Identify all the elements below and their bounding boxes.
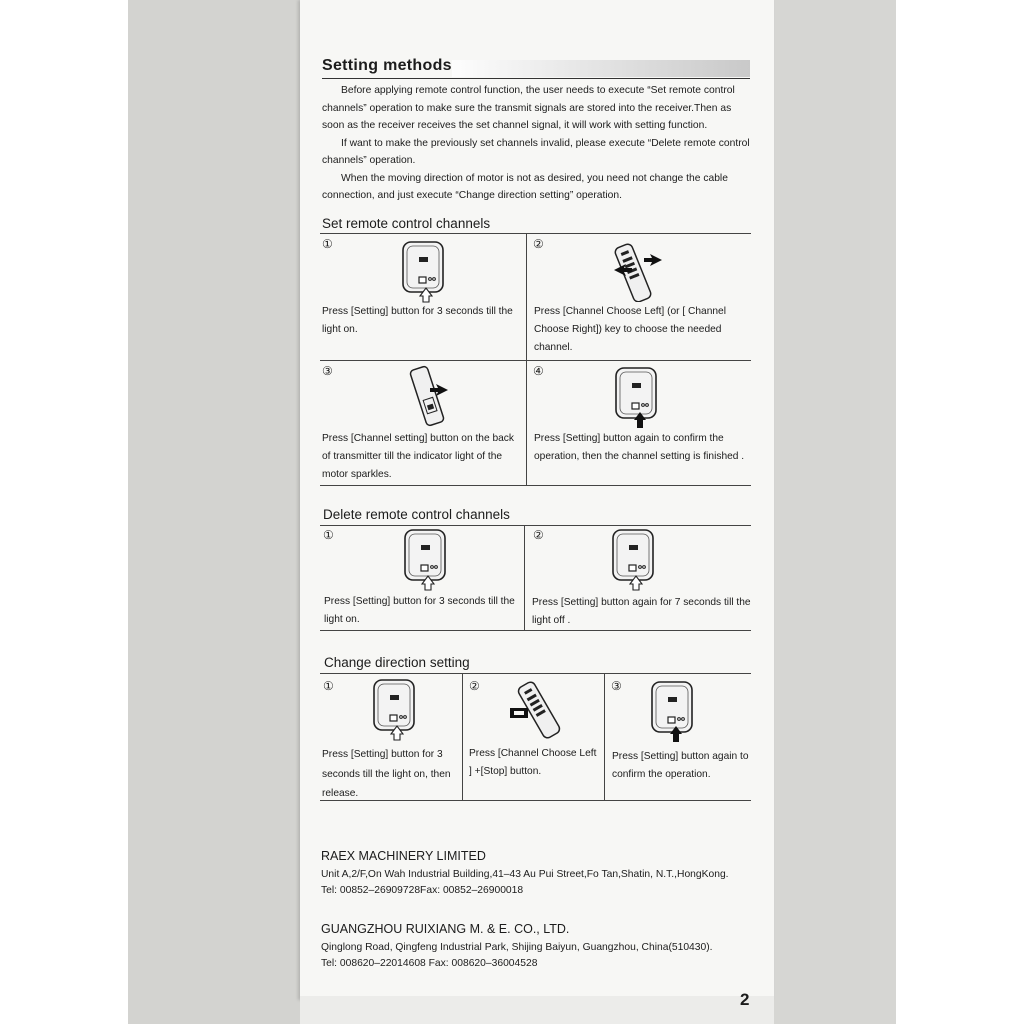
delete-step1-text: Press [Setting] button for 3 seconds till the light on. — [324, 596, 515, 625]
intro-text — [322, 82, 754, 205]
receiver-press-icon-direction — [372, 678, 422, 744]
set-step2-number: ② — [533, 237, 544, 251]
receiver-hold-icon — [611, 528, 661, 594]
set-step3-text: Press [Channel setting] button on the back of transmitter till the indicator light of the motor sparkles. — [322, 433, 514, 480]
background-right — [896, 0, 1024, 1024]
direction-table-top-line — [320, 673, 751, 674]
direction-step3-number: ③ — [611, 679, 622, 693]
set-step4-number: ④ — [533, 364, 544, 378]
set-step1-text: Press [Setting] button for 3 seconds till the light on. — [322, 306, 513, 335]
company-guangzhou-name: GUANGZHOU RUIXIANG M. & E. CO., LTD. — [321, 922, 570, 936]
title-bar — [322, 57, 750, 79]
set-step4-text: Press [Setting] button again to confirm the operation, then the channel setting is finished . — [534, 433, 745, 462]
direction-step1-text: Press [Setting] button for 3 seconds till the light on, then release. — [322, 749, 451, 799]
set-table-top-line — [320, 233, 751, 234]
direction-step2-number: ② — [469, 679, 480, 693]
company-guangzhou-contact: Tel: 008620–22014608 Fax: 008620–36004528 — [321, 958, 538, 969]
background-left — [0, 0, 128, 1024]
direction-table-divider-2 — [604, 673, 605, 800]
delete-step2-text: Press [Setting] button again for 7 seconds till the light off . — [532, 597, 751, 626]
direction-step1-number: ① — [323, 679, 334, 693]
company-guangzhou-address: Qinglong Road, Qingfeng Industrial Park, Shijing Baiyun, Guangzhou, China(510430). — [321, 942, 713, 953]
receiver-confirm-icon — [614, 366, 664, 432]
intro-paragraph-1: Before applying remote control function, the user needs to execute “Set remote control channels” operation to make sure the transmit signals are stored into the receiver.Then as soon as the receiver receives the set channel signal, it will work with setting function. — [322, 85, 735, 131]
set-section-title: Set remote control channels — [322, 216, 491, 231]
delete-step2-number: ② — [533, 528, 544, 542]
remote-left-stop-icon — [508, 678, 572, 742]
direction-step3-text: Press [Setting] button again to confirm the operation. — [612, 751, 749, 780]
page-number: 2 — [740, 990, 750, 1009]
intro-paragraph-3: When the moving direction of motor is not as desired, you need not change the cable connection, and just execute “Change direction setting” operation. — [322, 172, 728, 201]
receiver-press-icon-delete — [403, 528, 453, 594]
page-bottom-edge — [300, 996, 774, 1024]
set-table-divider — [526, 233, 527, 485]
delete-section-title: Delete remote control channels — [323, 507, 510, 522]
company-raex-contact: Tel: 00852–26909728Fax: 00852–26900018 — [321, 885, 524, 896]
company-guangzhou — [321, 922, 713, 969]
receiver-press-icon — [401, 240, 451, 306]
background-table-right — [772, 0, 896, 1024]
direction-section-title: Change direction setting — [324, 655, 470, 670]
company-raex-name: RAEX MACHINERY LIMITED — [321, 849, 486, 863]
delete-step1-number: ① — [323, 528, 334, 542]
title-gradient — [452, 60, 750, 77]
set-step2-text: Press [Channel Choose Left] (or [ Channel Choose Right]) key to choose the needed channel. — [534, 306, 726, 353]
remote-back-setting-icon — [400, 364, 460, 428]
title-underline — [322, 78, 750, 80]
company-raex-address: Unit A,2/F,On Wah Industrial Building,41–43 Au Pui Street,Fo Tan,Shatin, N.T.,HongKong. — [321, 869, 729, 880]
company-raex — [321, 849, 729, 896]
direction-step2-text: Press [Channel Choose Left ] +[Stop] button. — [469, 748, 597, 777]
background-table — [128, 0, 300, 1024]
intro-paragraph-2: If want to make the previously set channels invalid, please execute “Delete remote control channels” operation. — [322, 137, 750, 166]
set-table-bottom-line — [320, 485, 751, 486]
set-step3-number: ③ — [322, 364, 333, 378]
delete-table-divider — [524, 525, 525, 630]
receiver-confirm-icon-direction — [650, 680, 700, 746]
set-step1-number: ① — [322, 237, 333, 251]
direction-table-divider-1 — [462, 673, 463, 800]
page-title: Setting methods — [322, 57, 452, 74]
set-table-mid-line — [320, 360, 751, 361]
delete-table-top-line — [320, 525, 751, 526]
delete-table-bottom-line — [320, 630, 751, 631]
remote-choose-channel-icon — [610, 240, 670, 302]
